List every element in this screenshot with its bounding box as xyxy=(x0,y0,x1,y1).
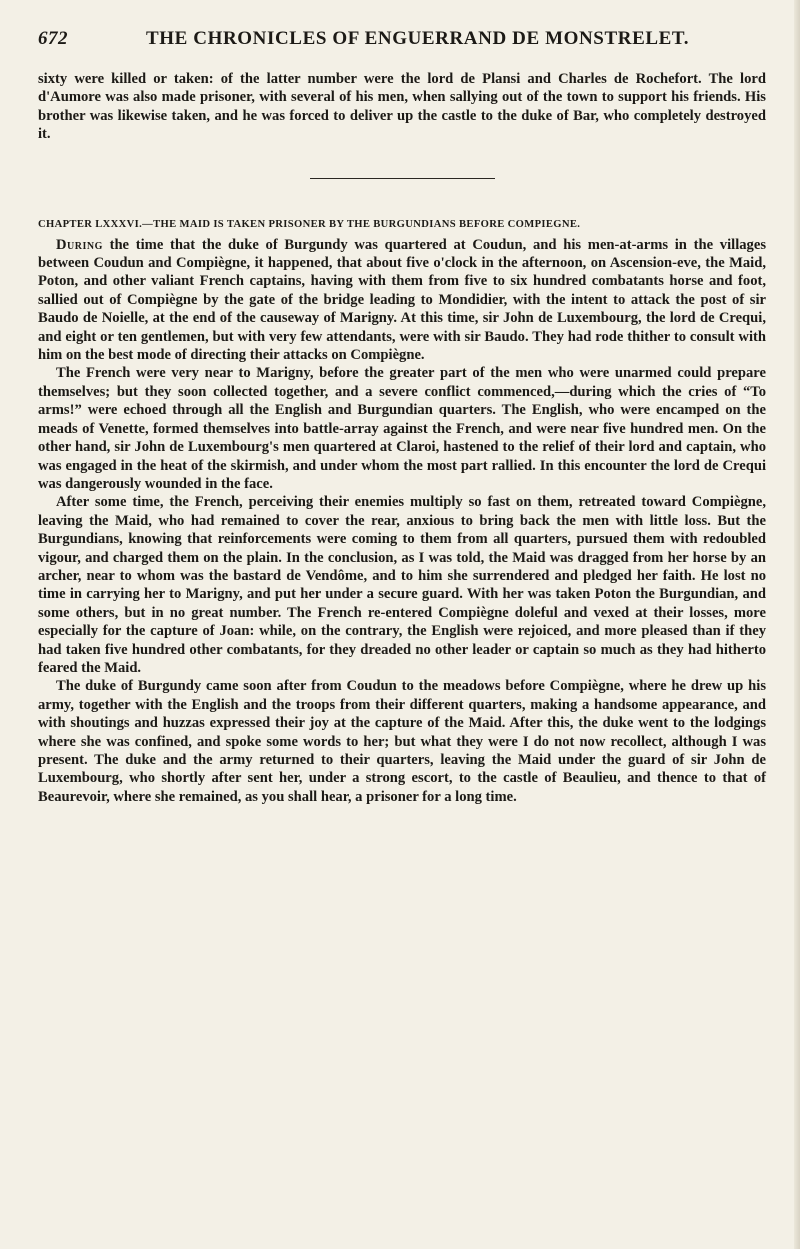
opening-paragraph: sixty were killed or taken: of the latter number were the lord de Plansi and Charles de Rochefort. The lord d'Aumore was also made prisoner, with several of his men, when sallying out of the town to support his friends. His brother was likewise taken, and he was forced to deliver up the castle to the duke of Bar, who completely destroyed it. xyxy=(38,71,766,143)
chapter-heading: CHAPTER LXXXVI.—THE MAID IS TAKEN PRISONER BY THE BURGUNDIANS BEFORE COMPIEGNE. xyxy=(38,218,581,230)
page-number: 672 xyxy=(38,28,68,49)
chapter-paragraph-1 xyxy=(38,236,766,365)
chapter-paragraph-3: After some time, the French, perceiving their enemies multiply so fast on them, retreated toward Compiègne, leaving the Maid, who had remained to cover the rear, anxious to bring back the men with little loss. But the Burgundians, knowing that reinforcements were coming to them from all quarters, pursued them with redoubled vigour, and charged them on the plain. In the conclusion, as I was told, the Maid was dragged from her horse by an archer, near to whom was the bastard de Vendôme, and to him she surrendered and pledged her faith. He lost no time in carrying her to Marigny, and put her under a secure guard. With her was taken Poton the Burgundian, and some others, but in no great number. The French re-entered Compiègne doleful and vexed at their losses, more especially for the capture of Joan: while, on the contrary, the English were rejoiced, and more pleased than if they had taken five hundred other combatants, for they dreaded no other leader or captain so much as they had hitherto feared the Maid. xyxy=(38,494,766,676)
page-edge-shadow xyxy=(794,0,800,1249)
section-divider xyxy=(310,178,495,179)
chapter-first-word: During xyxy=(56,236,103,253)
page-header xyxy=(38,28,766,58)
chapter-paragraph-1-text: the time that the duke of Burgundy was quartered at Coudun, and his men-at-arms in the villages between Coudun and Compiègne, it happened, that about five o'clock in the afternoon, on Ascension-eve, the Maid, Poton, and other valiant French captains, having with them from five to six hundred combatants horse and foot, sallied out of Compiègne by the gate of the bridge leading to Mondidier, with the intent to attack the post of sir Baudo de Noielle, at the end of the causeway of Marigny. At this time, sir John de Luxembourg, the lord de Crequi, and eight or ten gentlemen, but with very few attendants, were with sir Baudo. They had rode thither to consult with him on the best mode of directing their attacks on Compiègne. xyxy=(38,236,766,364)
running-title: THE CHRONICLES OF ENGUERRAND DE MONSTRELET. xyxy=(146,28,690,49)
chapter-paragraph-4: The duke of Burgundy came soon after from Coudun to the meadows before Compiègne, where he drew up his army, together with the English and the troops from their different quarters, making a handsome appearance, and with shoutings and huzzas expressed their joy at the capture of the Maid. After this, the duke went to the lodgings where she was confined, and spoke some words to her; but what they were I do not now recollect, although I was present. The duke and the army returned to their quarters, leaving the Maid under the guard of sir John de Luxembourg, who shortly after sent her, under a strong escort, to the castle of Beaulieu, and thence to that of Beaurevoir, where she remained, as you shall hear, a prisoner for a long time. xyxy=(38,678,766,805)
chapter-paragraph-2: The French were very near to Marigny, before the greater part of the men who were unarmed could prepare themselves; but they soon collected together, and a severe conflict commenced,—during which the cries of “To arms!” were echoed through all the English and Burgundian quarters. The English, who were encamped on the meads of Venette, formed themselves into battle-array against the French, and were near five hundred men. On the other hand, sir John de Luxembourg's men quartered at Claroi, hastened to the relief of their lord and captain, who was engaged in the heat of the skirmish, and under whom the most part rallied. In this encounter the lord de Crequi was dangerously wounded in the face. xyxy=(38,365,766,492)
